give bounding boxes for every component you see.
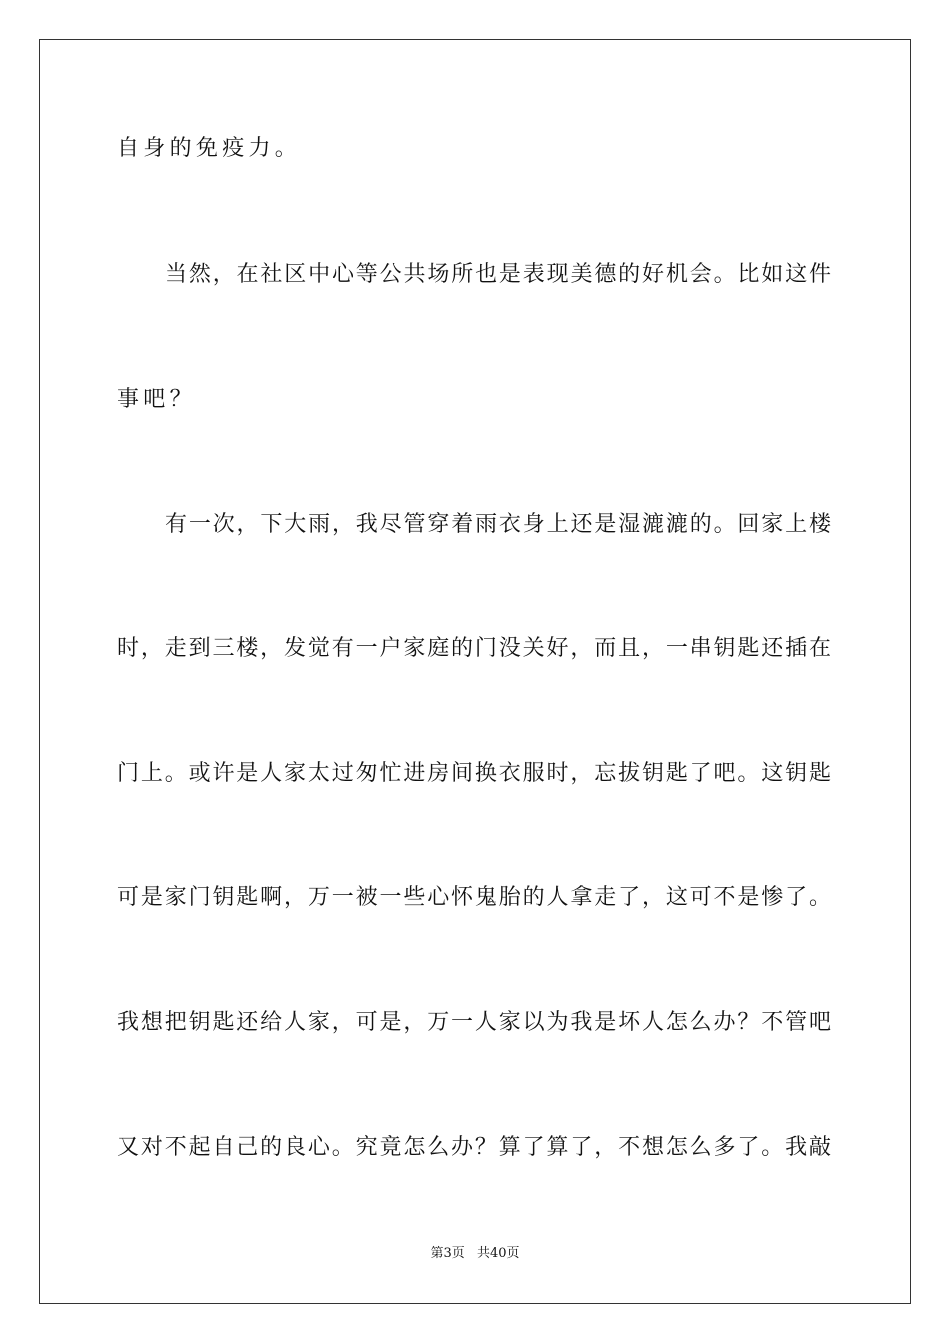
text-line-6: 门上。或许是人家太过匆忙进房间换衣服时，忘拔钥匙了吧。这钥匙 [117,761,831,786]
text-line-5: 时，走到三楼，发觉有一户家庭的门没关好，而且，一串钥匙还插在 [117,636,831,661]
page-total: 共40页 [476,1246,520,1261]
text-line-2: 当然，在社区中心等公共场所也是表现美德的好机会。比如这件 [165,262,831,287]
page-footer [0,1245,950,1263]
text-line-1: 自身的免疫力。 [117,136,302,161]
text-line-7: 可是家门钥匙啊，万一被一些心怀鬼胎的人拿走了，这可不是惨了。 [117,885,831,910]
text-line-9: 又对不起自己的良心。究竟怎么办？算了算了，不想怎么多了。我敲 [117,1135,831,1160]
text-line-8: 我想把钥匙还给人家，可是，万一人家以为我是坏人怎么办？不管吧 [117,1010,831,1035]
page-border [39,39,911,1304]
text-line-4: 有一次，下大雨，我尽管穿着雨衣身上还是湿漉漉的。回家上楼 [165,512,831,537]
page-number: 第3页 [430,1246,465,1261]
text-line-3: 事吧？ [117,387,196,412]
